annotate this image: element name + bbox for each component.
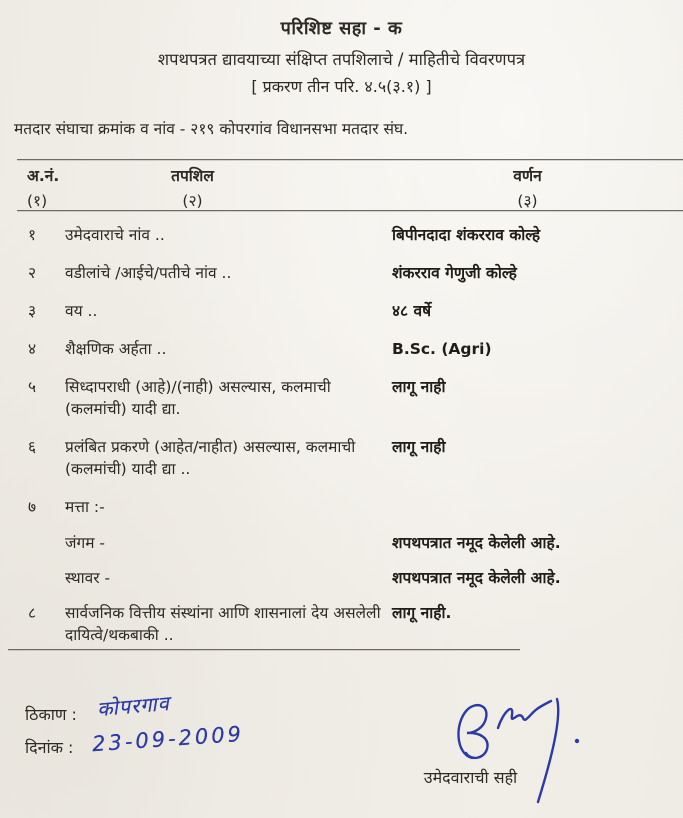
row-value: ४८ वर्षे — [392, 302, 432, 320]
row-value: शंकरराव गेणुजी कोल्हे — [392, 264, 517, 282]
column-header-description-number: (३) — [517, 192, 538, 210]
table-subrow — [28, 567, 672, 589]
table-row — [28, 224, 672, 246]
row-label: वडीलांचे /आईचे/पतीचे नांव .. — [65, 264, 232, 282]
table-row — [28, 300, 672, 322]
document-title: परिशिष्ट सहा - क — [280, 18, 403, 39]
document-header — [0, 16, 683, 97]
row-label: शैक्षणिक अर्हता .. — [65, 340, 167, 358]
column-header-details-number: (२) — [182, 192, 203, 210]
row-value: लागू नाही. — [392, 604, 452, 622]
row-value: शपथपत्रात नमूद केलेली आहे. — [392, 569, 561, 587]
table-subrow — [28, 532, 672, 554]
signature-caption: उमेदवाराची सही — [423, 768, 518, 787]
row-serial: ५ — [28, 378, 37, 396]
column-header-serial — [27, 164, 59, 211]
row-serial: २ — [28, 264, 37, 282]
table-body — [28, 224, 672, 646]
table-row — [28, 376, 672, 420]
row-serial: ३ — [28, 302, 37, 320]
row-value: लागू नाही — [392, 438, 446, 456]
row-label: मत्ता :- — [65, 498, 105, 516]
date-handwritten-value: 23-09-2009 — [91, 721, 245, 757]
table-row — [28, 338, 672, 360]
row-serial: ६ — [28, 438, 37, 456]
row-label: प्रलंबित प्रकरणे (आहेत/नाहीत) असल्यास, कलमाची (कलमांची) यादी द्या .. — [65, 438, 356, 478]
constituency-line: मतदार संघाचा क्रमांक व नांव - २१९ कोपरगांव विधानसभा मतदार संघ. — [14, 120, 409, 138]
row-value: लागू नाही — [392, 378, 446, 396]
row-value — [392, 496, 672, 518]
column-header-details-label: तपशिल — [171, 167, 214, 185]
column-header-details — [120, 164, 265, 211]
row-serial: ४ — [28, 340, 37, 358]
table-row — [28, 496, 672, 518]
candidate-signature-ink — [410, 688, 605, 810]
table-bottom-rule — [8, 649, 520, 650]
row-label: जंगम - — [65, 534, 106, 552]
date-label: दिनांक : — [25, 738, 74, 757]
document-subtitle: शपथपत्रत द्यावयाच्या संक्षिप्त तपशिलाचे / माहितीचे विवरणपत्र — [157, 50, 526, 69]
row-value: B.Sc. (Agri) — [392, 340, 492, 358]
column-header-description — [455, 164, 600, 211]
table-top-rule — [17, 159, 683, 160]
document-reference: [ प्रकरण तीन परि. ४.५(३.१) ] — [251, 77, 432, 96]
row-serial: ८ — [28, 604, 37, 622]
column-header-serial-number: (१) — [27, 192, 48, 210]
table-row — [28, 602, 672, 646]
place-handwritten-value: कोपरगाव — [96, 690, 171, 722]
column-header-serial-label: अ.नं. — [27, 167, 60, 185]
row-label: स्थावर - — [65, 569, 111, 587]
row-serial — [28, 567, 65, 589]
row-value: शपथपत्रात नमूद केलेली आहे. — [392, 534, 561, 552]
table-row — [28, 262, 672, 284]
place-label: ठिकाण : — [25, 705, 77, 724]
row-label: वय .. — [65, 302, 98, 320]
table-row — [28, 436, 672, 480]
row-serial — [28, 532, 65, 554]
row-serial: १ — [28, 226, 37, 244]
row-serial: ७ — [28, 498, 37, 516]
column-header-description-label: वर्णन — [513, 167, 542, 185]
row-label: सिध्दापराधी (आहे)/(नाही) असल्यास, कलमाची (कलमांची) यादी द्या. — [65, 378, 331, 418]
row-value: बिपीनदादा शंकरराव कोल्हे — [392, 226, 541, 244]
row-label: सार्वजनिक वित्तीय संस्थांना आणि शासनालां देय असलेली दायित्वे/थकबाकी .. — [65, 604, 381, 644]
row-label: उमेदवाराचे नांव .. — [65, 226, 165, 244]
